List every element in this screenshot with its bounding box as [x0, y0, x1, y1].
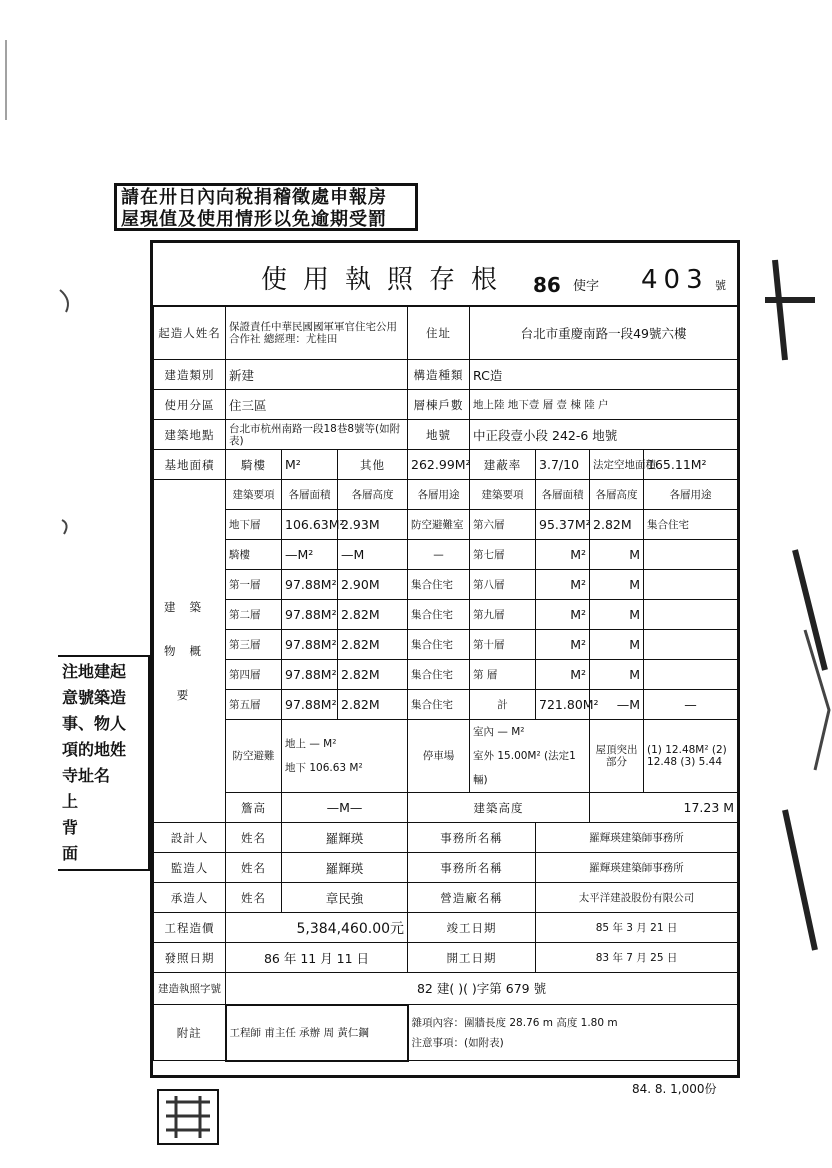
issue-label: 發照日期: [154, 943, 226, 973]
floor-height: M: [590, 570, 644, 600]
col-header-use-1: 各層用途: [408, 480, 470, 510]
license-label: 建造執照字號: [154, 973, 226, 1005]
floor-item: 第五層: [226, 690, 282, 720]
issue-value: 86 年 11 月 11 日: [226, 943, 408, 973]
col-header-area-1: 各層面積: [282, 480, 338, 510]
roof-label: 屋頂突出部分: [590, 720, 644, 793]
parking-outdoor: 室外 15.00M² (法定1輛): [473, 750, 576, 786]
floor-height: 2.90M: [338, 570, 408, 600]
floor-item: 第四層: [226, 660, 282, 690]
floor-item: 第八層: [470, 570, 536, 600]
completion-label: 竣工日期: [408, 913, 536, 943]
floor-area: 97.88M²: [282, 630, 338, 660]
side-note-text: 注地建起 意號築造 事、物人 項的地姓 寺址名 上 背 面: [62, 662, 127, 863]
contractor-name: 章民強: [282, 883, 408, 913]
completion-value: 85 年 3 月 21 日: [536, 913, 738, 943]
floor-area: 97.88M²: [282, 690, 338, 720]
floor-area: 97.88M²: [282, 600, 338, 630]
start-value: 83 年 7 月 25 日: [536, 943, 738, 973]
floor-height: M: [590, 630, 644, 660]
floors-label: 層棟戶數: [408, 390, 470, 420]
floor-item: 第九層: [470, 600, 536, 630]
floor-area: 106.63M²: [282, 510, 338, 540]
notes-misc: 雜項內容：圍牆長度 28.76 m 高度 1.80 m: [411, 1016, 618, 1029]
open-value: 165.11M²: [644, 450, 738, 480]
cost-label: 工程造價: [154, 913, 226, 943]
floor-use: 集合住宅: [408, 600, 470, 630]
designer-label: 設計人: [154, 823, 226, 853]
col-header-height-2: 各層高度: [590, 480, 644, 510]
floor-area: 97.88M²: [282, 660, 338, 690]
supervisor-name: 羅輝瑛: [282, 853, 408, 883]
eave-value: —M—: [282, 793, 408, 823]
floor-use: 集合住宅: [408, 630, 470, 660]
floor-area: M²: [536, 570, 590, 600]
floor-height: 2.82M: [338, 690, 408, 720]
floor-height: 2.82M: [338, 600, 408, 630]
notes-label: 附註: [154, 1005, 226, 1061]
open-label: 法定空地面積: [590, 450, 644, 480]
notice-line-2: 屋現值及使用情形以免逾期受罰: [121, 209, 387, 230]
floor-use: 集合住宅: [408, 690, 470, 720]
col-header-height-1: 各層高度: [338, 480, 408, 510]
floor-height: 2.82M: [338, 630, 408, 660]
designer-name-label: 姓名: [226, 823, 282, 853]
address-value: 台北市重慶南路一段49號六樓: [470, 306, 738, 360]
coverage-label: 建蔽率: [470, 450, 536, 480]
lot-label: 地號: [408, 420, 470, 450]
supervisor-label: 監造人: [154, 853, 226, 883]
floor-item: 騎樓: [226, 540, 282, 570]
license-value: 82 建( )( )字第 679 號: [226, 973, 738, 1005]
shelter-above: 地上 — M²: [285, 738, 337, 750]
floor-height: —M: [590, 690, 644, 720]
floor-height: 2.82M: [338, 660, 408, 690]
col-header-item-1: 建築要項: [226, 480, 282, 510]
notice-line-1: 請在卅日內向稅捐稽徵處申報房: [121, 187, 387, 208]
floor-item: 第七層: [470, 540, 536, 570]
floor-item: 第六層: [470, 510, 536, 540]
floor-item: 第十層: [470, 630, 536, 660]
arcade-label: 騎樓: [226, 450, 282, 480]
col-header-use-2: 各層用途: [644, 480, 738, 510]
builder-label: 起造人姓名: [154, 306, 226, 360]
parking-label: 停車場: [408, 720, 470, 793]
builder-name: 保證責任中華民國國軍軍官住宅公用合作社 總經理：尤桂田: [226, 306, 408, 360]
approval-stamps: 工程師 甫主任 承辦 周 黃仁鋼: [226, 1005, 408, 1061]
floor-item: 地下層: [226, 510, 282, 540]
form-title: 使用執照存根: [261, 265, 514, 295]
floors-value: 地上陸 地下壹 層 壹 棟 陸 户: [470, 390, 738, 420]
floor-use: —: [408, 540, 470, 570]
floor-height: 2.93M: [338, 510, 408, 540]
floor-item: 第三層: [226, 630, 282, 660]
parking-indoor: 室內 — M²: [473, 726, 525, 738]
arcade-value: M²: [282, 450, 338, 480]
designer-office-label: 事務所名稱: [408, 823, 536, 853]
site-label: 建築地點: [154, 420, 226, 450]
floor-height: M: [590, 660, 644, 690]
site-value: 台北市杭州南路一段18巷8號等(如附表): [226, 420, 408, 450]
permit-hao: 號: [715, 279, 726, 292]
cost-value: 5,384,460.00元: [226, 913, 408, 943]
floor-area: 95.37M²: [536, 510, 590, 540]
notes-attention: 注意事項：(如附表): [411, 1036, 504, 1049]
zone-label: 使用分區: [154, 390, 226, 420]
other-label: 其他: [338, 450, 408, 480]
bldg-height-value: 17.23 M: [590, 793, 738, 823]
shelter-below: 地下 106.63 M²: [285, 762, 363, 774]
zone-value: 住三區: [226, 390, 408, 420]
floor-item: 第二層: [226, 600, 282, 630]
coverage-value: 3.7/10: [536, 450, 590, 480]
floor-use: 集合住宅: [408, 570, 470, 600]
contractor-name-label: 姓名: [226, 883, 282, 913]
roof-values: (1) 12.48M² (2) 12.48 (3) 5.44: [644, 720, 738, 793]
floor-area: M²: [536, 600, 590, 630]
contractor-company: 太平洋建設股份有限公司: [536, 883, 738, 913]
floor-area: M²: [536, 540, 590, 570]
build-type-label: 建造類別: [154, 360, 226, 390]
supervisor-office-label: 事務所名稱: [408, 853, 536, 883]
permit-year: 86: [533, 273, 561, 297]
floor-item: 第一層: [226, 570, 282, 600]
floor-area: M²: [536, 660, 590, 690]
col-header-area-2: 各層面積: [536, 480, 590, 510]
floor-use: 集合住宅: [408, 660, 470, 690]
supervisor-name-label: 姓名: [226, 853, 282, 883]
floor-area: 721.80M²: [536, 690, 590, 720]
floor-height: M: [590, 540, 644, 570]
lot-value: 中正段壹小段 242-6 地號: [470, 420, 738, 450]
structure-value: RC造: [470, 360, 738, 390]
floor-item: 計: [470, 690, 536, 720]
address-label: 住址: [408, 306, 470, 360]
floor-height: 2.82M: [590, 510, 644, 540]
permit-char: 使字: [573, 279, 600, 294]
col-header-item-2: 建築要項: [470, 480, 536, 510]
contractor-label: 承造人: [154, 883, 226, 913]
supervisor-office: 羅輝瑛建築師事務所: [536, 853, 738, 883]
floor-area: M²: [536, 630, 590, 660]
area-label: 基地面積: [154, 450, 226, 480]
bldg-height-label: 建築高度: [408, 793, 590, 823]
floor-use: —: [644, 690, 738, 720]
print-line: 84. 8. 1,000份: [632, 1082, 717, 1096]
building-section-label: 建築物概要: [154, 480, 226, 823]
contractor-company-label: 營造廠名稱: [408, 883, 536, 913]
build-type-value: 新建: [226, 360, 408, 390]
permit-number: 403: [641, 265, 709, 295]
shelter-label: 防空避難: [226, 720, 282, 793]
floor-use: 防空避難室: [408, 510, 470, 540]
designer-name: 羅輝瑛: [282, 823, 408, 853]
structure-label: 構造種類: [408, 360, 470, 390]
designer-office: 羅輝瑛建築師事務所: [536, 823, 738, 853]
floor-area: —M²: [282, 540, 338, 570]
other-value: 262.99M²: [408, 450, 470, 480]
floor-height: —M: [338, 540, 408, 570]
floor-item: 第 層: [470, 660, 536, 690]
floor-area: 97.88M²: [282, 570, 338, 600]
eave-label: 簷高: [226, 793, 282, 823]
start-label: 開工日期: [408, 943, 536, 973]
floor-height: M: [590, 600, 644, 630]
floor-use: 集合住宅: [644, 510, 738, 540]
